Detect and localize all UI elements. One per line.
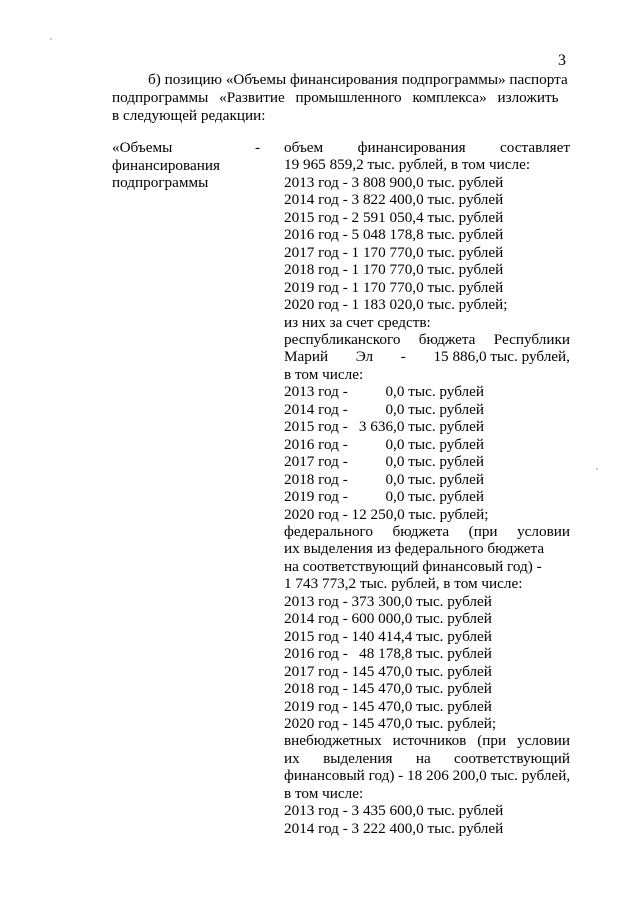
total-year-line: 2018 год - 1 170 770,0 тыс. рублей: [284, 261, 504, 279]
financing-text: [284, 139, 570, 837]
total-line: [284, 139, 570, 156]
year-label: 2019 год -: [284, 488, 348, 506]
intro-line: в следующей редакции:: [112, 107, 266, 124]
word: объем: [284, 139, 324, 156]
intro-paragraph: [112, 71, 570, 125]
federal-year-line: 2015 год - 140 414,4 тыс. рублей: [284, 627, 492, 645]
year-value: 0,0 тыс. рублей: [385, 453, 484, 471]
republican-year-line: [284, 418, 570, 435]
word: Республики: [493, 330, 570, 348]
word: финансирования: [357, 139, 466, 156]
republican-line: [284, 348, 570, 365]
federal-line: 1 743 773,2 тыс. рублей, в том числе:: [284, 575, 523, 593]
republican-year-line: [284, 383, 570, 400]
total-year-line: 2019 год - 1 170 770,0 тыс. рублей: [284, 278, 504, 296]
word: Марий: [284, 348, 329, 366]
scan-speck: [596, 468, 598, 470]
word: Эл: [355, 348, 374, 366]
sources-intro: из них за счет средств:: [284, 313, 431, 331]
federal-line: [284, 523, 570, 540]
word: (при: [468, 522, 498, 540]
year-value: 0,0 тыс. рублей: [385, 488, 484, 506]
position-label: [112, 139, 262, 192]
year-label: 2014 год -: [284, 400, 348, 418]
republican-year-line: [284, 436, 570, 453]
federal-year-line: 2016 год - 48 178,8 тыс. рублей: [284, 645, 492, 663]
extra-line: в том числе:: [284, 784, 364, 802]
extra-year-line: 2013 год - 3 435 600,0 тыс. рублей: [284, 802, 504, 820]
total-line: 19 965 859,2 тыс. рублей, в том числе:: [284, 156, 531, 174]
federal-line: их выделения из федерального бюджета: [284, 540, 545, 558]
republican-line: в том числе:: [284, 365, 364, 383]
word: республиканского: [284, 330, 401, 348]
page-number: 3: [558, 52, 566, 69]
word: условии: [517, 732, 570, 750]
republican-year-line: [284, 401, 570, 418]
word: внебюджетных: [284, 732, 382, 750]
republican-year-line: 2020 год - 12 250,0 тыс. рублей;: [284, 505, 489, 523]
word: составляет: [500, 139, 570, 156]
extra-line: финансовый год) - 18 206 200,0 тыс. рублей,: [284, 767, 571, 785]
word: бюджета: [392, 522, 450, 540]
year-value: 0,0 тыс. рублей: [385, 400, 484, 418]
word: (при: [477, 732, 507, 750]
federal-year-line: 2019 год - 145 470,0 тыс. рублей: [284, 697, 492, 715]
word: федерального: [284, 522, 373, 540]
extra-year-line: 2014 год - 3 222 400,0 тыс. рублей: [284, 819, 504, 837]
word: соответствующий: [454, 749, 570, 767]
word: условии: [517, 522, 570, 540]
intro-line: б) позицию «Объемы финансирования подпрограммы» паспорта: [148, 71, 568, 88]
total-year-line: 2016 год - 5 048 178,8 тыс. рублей: [284, 226, 504, 244]
position-label-line: финансирования: [112, 156, 220, 174]
total-year-line: 2017 год - 1 170 770,0 тыс. рублей: [284, 243, 504, 261]
federal-year-line: 2017 год - 145 470,0 тыс. рублей: [284, 662, 492, 680]
year-label: 2016 год -: [284, 435, 348, 453]
republican-year-line: [284, 488, 570, 505]
extra-line: [284, 732, 570, 749]
word: источников: [392, 732, 467, 750]
republican-year-line: [284, 471, 570, 488]
federal-year-line: 2013 год - 373 300,0 тыс. рублей: [284, 592, 492, 610]
federal-year-line: 2018 год - 145 470,0 тыс. рублей: [284, 680, 492, 698]
republican-years: [284, 383, 570, 505]
word: 15 886,0 тыс. рублей,: [433, 348, 570, 366]
republican-line: [284, 331, 570, 348]
republican-year-line: [284, 453, 570, 470]
intro-line: подпрограммы «Развитие промышленного комплекса» изложить: [112, 89, 559, 106]
federal-year-line: 2020 год - 145 470,0 тыс. рублей;: [284, 714, 497, 732]
year-value: 0,0 тыс. рублей: [385, 383, 484, 401]
year-value: 0,0 тыс. рублей: [385, 435, 484, 453]
extra-line: [284, 750, 570, 767]
word: их: [284, 749, 300, 767]
total-year-line: 2020 год - 1 183 020,0 тыс. рублей;: [284, 296, 508, 314]
word: -: [400, 348, 406, 366]
scan-speck: [50, 38, 52, 40]
year-value: 0,0 тыс. рублей: [385, 470, 484, 488]
year-label: 2018 год -: [284, 470, 348, 488]
word: бюджета: [418, 330, 476, 348]
year-label: 2013 год -: [284, 383, 348, 401]
total-year-line: 2014 год - 3 822 400,0 тыс. рублей: [284, 191, 504, 209]
position-label-line: «Объемы: [112, 139, 173, 156]
label-dash: -: [255, 139, 261, 156]
word: выделения: [323, 749, 393, 767]
federal-year-line: 2014 год - 600 000,0 тыс. рублей: [284, 610, 492, 628]
total-year-line: 2013 год - 3 808 900,0 тыс. рублей: [284, 173, 504, 191]
position-label-line: подпрограммы: [112, 174, 209, 191]
year-label: 2017 год -: [284, 453, 348, 471]
total-year-line: 2015 год - 2 591 050,4 тыс. рублей: [284, 208, 504, 226]
federal-line: на соответствующий финансовый год) -: [284, 557, 542, 575]
year-value: 3 636,0 тыс. рублей: [358, 418, 484, 436]
word: на: [415, 749, 431, 767]
year-label: 2015 год -: [284, 418, 348, 436]
